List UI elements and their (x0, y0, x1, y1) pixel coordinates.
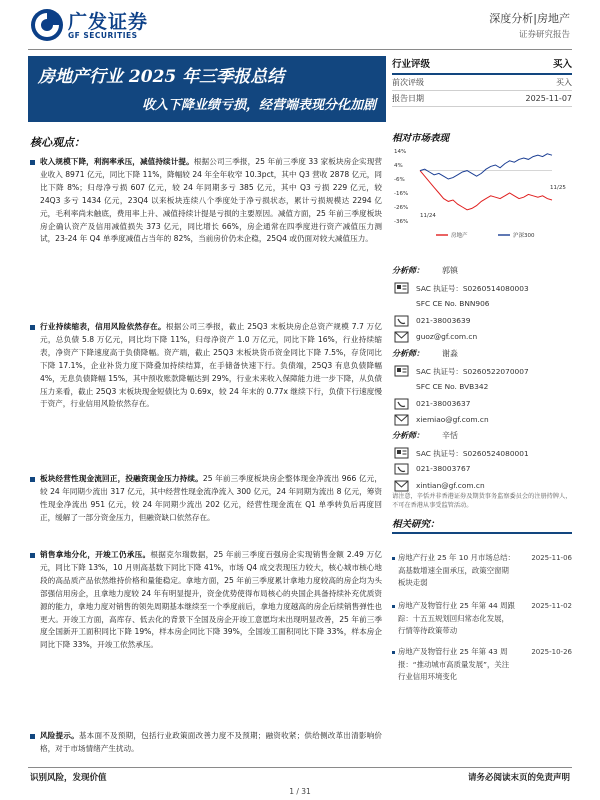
y-tick-label: -26% (394, 205, 409, 211)
footer-divider (28, 767, 572, 768)
related-item-title[interactable]: 房地产及物管行业 25 年第 43 周报：“推动城市高质量发展”，关注行业信用环境变化 (398, 647, 510, 682)
core-views-title: 核心观点： (30, 136, 85, 149)
related-item-date: 2025-11-02 (531, 602, 572, 610)
analyst-label: 分析师： (392, 265, 424, 275)
relative-performance-chart (392, 145, 572, 245)
analyst-email[interactable]: xintian@gf.com.cn (416, 480, 485, 490)
bullet-icon (392, 651, 395, 654)
report-title: 房地产行业 2025 年三季报总结 (38, 67, 285, 87)
phone-icon (394, 397, 409, 411)
related-item-date: 2025-11-06 (531, 554, 572, 562)
analyst-phone: 021-38003639 (416, 315, 471, 325)
paragraph-lead: 板块经营性现金流回正，投融资现金压力持续。 (40, 474, 203, 483)
paragraph-text: 根据公司三季报，25 年前三季度 33 家板块房企实现营业收入 8971 亿元，同比下降 11%，降幅较 24 年全年收窄 10.3pct，其中 Q3 营收 2878 亿元，同比下降 8%；归母净亏损 607 亿元，较 24 年同期多亏 385 亿元，其中 Q3 亏损 229 亿元，较 24Q3 多亏 1434 亿元，23Q4 以来板块连续八个季度处于净亏损状态，累计亏损规模达 2294 亿元，毛利率尚未触底，费用率上升、减值持续计提是亏损的主要原因。减值方面，25 年前三季度板块房企确认资产及信用减值损失 373 亿元，同比增长 66%，房企通常在四季度进行资产减值压力测试，23-24 年 Q4 单季度减值占当年的 82%，当前房价仍未企稳，25Q4 或仍面对较大减值压力。 (40, 157, 382, 244)
bullet-icon (30, 553, 35, 558)
related-research-title: 相关研究： (392, 516, 572, 534)
header-divider (28, 49, 572, 50)
paragraph-cashflow (40, 473, 382, 525)
rating-row-label: 报告日期 (392, 94, 424, 103)
y-tick-labels (394, 149, 552, 225)
paragraph-text: 根据公司三季报，截止 25Q3 末板块房企总资产规模 7.7 万亿元，总负债 5.8 万亿元，同比均下降 11%，归母净资产 1.0 万亿元，同比下降 16%，行业持续缩表，净资产下降速度高于负债降幅。资产端，截止 25Q3 末板块货币资金同比下降 7.5%，存货同比下降 17.1%，企业补货力度下降叠加持续结算，在手储备快速下行。负债端，25Q3 有息负债降幅 4%，无息负债降幅 15%，其中预收账款降幅达到 29%，行业未来收入保障能力进一步下降，从负债压力来看，截止 25Q3 末板块现金短债比为 0.69x，较 24 年末的 0.77x 继续下行，负债下行速度慢于资产，行业信用风险依然存在。 (40, 322, 383, 409)
rating-row (392, 75, 572, 91)
legend-label-realestate: 房地产 (451, 233, 468, 239)
paragraph-text: 25 年前三季度板块房企整体现金净流出 966 亿元，较 24 年同期少流出 317 亿元，其中经营性现金流净流入 300 亿元，24 年同期为流出 8 亿元，筹资性现金净流出 951 亿元，较 24 年同期少流出 202 亿元，经营性现金流在 Q1 单季转负后再度回正，缓解了一部分资金压力，但融资缺口依然存在。 (40, 474, 382, 522)
paragraph-balance-sheet (40, 321, 382, 411)
related-item[interactable] (398, 600, 572, 638)
y-tick-label: -36% (394, 219, 409, 225)
rating-row-value: 2025-11-07 (525, 94, 572, 103)
y-tick-label: 4% (394, 163, 403, 169)
analyst-phone: 021-38003767 (416, 464, 471, 474)
rating-head-value: 买入 (552, 59, 572, 70)
y-tick-label: -16% (394, 191, 409, 197)
bullet-icon (30, 734, 35, 739)
related-item-date: 2025-10-26 (531, 648, 572, 656)
bullet-icon (30, 160, 35, 165)
bullet-icon (392, 605, 395, 608)
paragraph-revenue (40, 156, 382, 246)
analyst-license: SFC CE No. BNN906 (416, 299, 490, 309)
analyst-email[interactable]: xiemiao@gf.com.cn (416, 415, 489, 425)
rating-head-label: 行业评级 (392, 59, 431, 70)
analyst-license: SFC CE No. BVB342 (416, 382, 489, 392)
page-number: 1 / 31 (289, 787, 311, 796)
disclaimer-text: 请注意，辛恬并非香港证券及期货事务监察委员会的注册持牌人，不可在香港从事受监管活动。 (392, 493, 572, 509)
x-tick-label-end: 11/25 (550, 185, 566, 191)
legend-label-csi300: 沪深300 (513, 233, 535, 239)
logo-text-en: GF SECURITIES (68, 31, 138, 40)
id-card-icon (394, 446, 409, 460)
series-line-csi300 (420, 154, 552, 179)
analyst-license: SAC 执证号：S0260524080001 (416, 449, 529, 458)
paragraph-lead: 收入规模下降，利润率承压，减值持续计提。 (40, 157, 194, 166)
rating-row-label: 前次评级 (392, 78, 424, 87)
paragraph-sales (40, 549, 382, 652)
phone-icon (394, 462, 409, 476)
paragraph-risk (40, 730, 382, 756)
report-subtitle: 收入下降业绩亏损，经营端表现分化加剧 (141, 98, 376, 113)
analyst-name: 辛恬 (442, 431, 458, 440)
analyst-license: SAC 执证号：S0260522070007 (416, 367, 529, 376)
report-subtype: 证券研究报告 (518, 30, 570, 40)
x-tick-label-start: 11/24 (420, 213, 436, 219)
logo-text-cn: 广发证券 (68, 11, 149, 33)
related-item-title[interactable]: 房地产及物管行业 25 年第 44 周跟踪：十五五规划回归常态化发展，行情等待政策带动 (398, 601, 515, 636)
series-lines (420, 154, 552, 210)
email-icon (394, 330, 409, 344)
id-card-icon (394, 281, 409, 295)
analyst-phone: 021-38003637 (416, 398, 471, 408)
analyst-label: 分析师： (392, 348, 424, 358)
y-tick-label: -6% (394, 177, 405, 183)
rating-row (392, 91, 572, 107)
bullet-icon (30, 325, 35, 330)
phone-icon (394, 314, 409, 328)
y-tick-label: 14% (394, 149, 407, 155)
bullet-icon (30, 477, 35, 482)
id-card-icon (394, 364, 409, 378)
analyst-label: 分析师： (392, 430, 424, 440)
paragraph-text: 根据克尔瑞数据，25 年前三季度百强房企实现销售金额 2.49 万亿元，同比下降 13%，10 月则高基数下同比下降 41%，市场 Q4 成交表现压力较大，核心城市核心地段的高品质产品依然维持价格和量能稳定。拿地方面，25 年前三季度累计拿地力度较高的房企均为头部强信用房企，且拿地力度较 24 年有明显提升，资金优势使得布局核心的央国企具备持续补充优质资源的能力，拿地力度对销售的领先周期基本继续至一个季度前后，拿地力度越高的房企后续销售弹性也更大。开竣工方面，高库存、低去化的背景下全国及房企开竣工意愿均未出现明显改善，25 年前三季度全国新开工面积同比下降 19%，样本房企同比下降 39%，全国竣工面积同比下降 33%，样本房企同比下降 33%，开竣工依然承压。 (40, 550, 382, 650)
paragraph-lead: 销售拿地分化，开竣工仍承压。 (40, 550, 151, 559)
analyst-name: 郭镇 (442, 266, 458, 275)
related-item-title[interactable]: 房地产行业 25 年 10 月市场总结：高基数增速全面承压，政策空窗期板块走弱 (398, 553, 515, 588)
rating-box (392, 56, 572, 107)
analyst-email[interactable]: guoz@gf.com.cn (416, 332, 478, 342)
rating-head (392, 56, 572, 75)
gf-logo-icon (30, 8, 64, 42)
footer-disclaimer-note: 请务必阅读末页的免责声明 (467, 773, 570, 783)
related-item[interactable] (398, 646, 572, 684)
paragraph-lead: 行业持续缩表，信用风险依然存在。 (40, 322, 166, 331)
market-performance-title: 相对市场表现 (392, 133, 450, 144)
series-line-realestate (420, 171, 552, 210)
rating-row-value: 买入 (556, 78, 572, 87)
analyst-name: 谢淼 (442, 349, 458, 358)
report-type: 深度分析|房地产 (489, 12, 570, 25)
analyst-license: SAC 执证号：S0260514080003 (416, 284, 529, 293)
email-icon (394, 479, 409, 493)
paragraph-text: 基本面不及预期，包括行业政策面改善力度不及预期；融资收紧；供给侧改革出清影响价格，对于市场情绪产生扰动。 (40, 731, 383, 753)
related-item[interactable] (398, 552, 572, 590)
bullet-icon (392, 557, 395, 560)
email-icon (394, 413, 409, 427)
chart-legend (436, 231, 535, 239)
paragraph-lead: 风险提示。 (40, 731, 79, 740)
footer-slogan: 识别风险，发现价值 (30, 773, 107, 783)
